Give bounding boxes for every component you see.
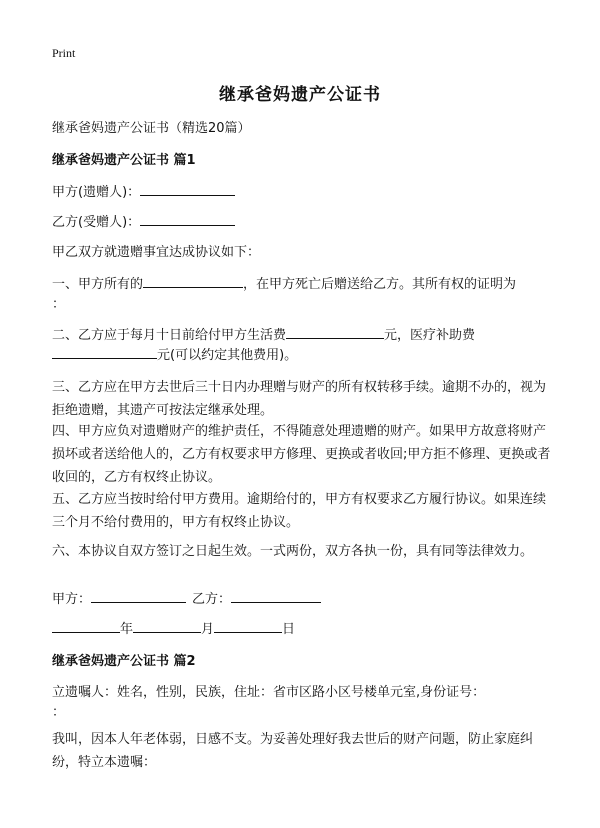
signature-line — [52, 588, 552, 611]
date-line — [52, 618, 552, 641]
testator-statement: 我叫，因本人年老体弱，日感不支。为妥善处理好我去世后的财产问题，防止家庭纠纷，特立本遗嘱： — [52, 732, 534, 770]
clause-2-blank-1 — [286, 324, 384, 339]
testator-info: 立遗嘱人：姓名，性别，民族，住址：省市区路小区号楼单元室,身份证号： — [52, 685, 486, 700]
clause-1-part-b: ，在甲方死亡后赠送给乙方。其所有权的证明为 — [243, 277, 517, 292]
party-b-blank — [140, 211, 235, 226]
clause-3: 三、乙方应在甲方去世后三十日内办理赠与财产的所有权转移手续。逾期不办的，视为拒绝遗赠，其遗产可按法定继承处理。 — [52, 380, 547, 418]
clause-2-part-a: 二、乙方应于每月十日前给付甲方生活费 — [52, 328, 287, 343]
sign-a-blank — [91, 588, 186, 603]
sign-b-blank — [231, 588, 321, 603]
party-a-label: 甲方(遗赠人)： — [52, 185, 141, 200]
year-label: 年 — [120, 622, 134, 637]
party-a-line — [52, 181, 552, 204]
day-blank — [214, 618, 282, 633]
party-b-label: 乙方(受赠人)： — [52, 215, 141, 230]
print-link[interactable]: Print — [52, 46, 76, 60]
year-blank — [52, 618, 120, 633]
clause-2-part-c: 元(可以约定其他费用)。 — [157, 348, 298, 363]
clause-2-part-b: 元，医疗补助费 — [384, 328, 476, 343]
clause-5: 五、乙方应当按时给付甲方费用。逾期给付的，甲方有权要求乙方履行协议。如果连续三个月不给付费用的，甲方有权终止协议。 — [52, 492, 547, 530]
clause-2-line-2 — [52, 344, 552, 367]
clause-1-part-a: 一、甲方所有的 — [52, 277, 144, 292]
section-heading-2: 继承爸妈遗产公证书 篇2 — [52, 654, 196, 669]
clause-2-blank-2 — [52, 344, 157, 359]
sign-a-label: 甲方： — [52, 592, 92, 607]
section-heading-1: 继承爸妈遗产公证书 篇1 — [52, 153, 196, 168]
party-b-line — [52, 211, 552, 234]
sign-b-label: 乙方： — [192, 592, 232, 607]
page-title: 继承爸妈遗产公证书 — [219, 85, 381, 105]
month-label: 月 — [201, 622, 215, 637]
party-a-blank — [140, 181, 235, 196]
day-label: 日 — [282, 622, 296, 637]
month-blank — [133, 618, 201, 633]
clause-4: 四、甲方应负对遗赠财产的维护责任，不得随意处理遗赠的财产。如果甲方故意将财产损坏或者送给他人的，乙方有权要求甲方修理、更换或者收回;甲方拒不修理、更换或者收回的，乙方有权终止协议。 — [52, 424, 551, 485]
document-subtitle: 继承爸妈遗产公证书（精选20篇） — [52, 121, 251, 136]
clause-1-tail: ： — [52, 297, 66, 312]
agreement-intro: 甲乙双方就遗赠事宜达成协议如下： — [52, 245, 261, 260]
clause-1-blank — [143, 273, 243, 288]
clause-6: 六、本协议自双方签订之日起生效。一式两份，双方各执一份，具有同等法律效力。 — [52, 544, 534, 559]
testator-info-tail: ： — [52, 705, 66, 720]
